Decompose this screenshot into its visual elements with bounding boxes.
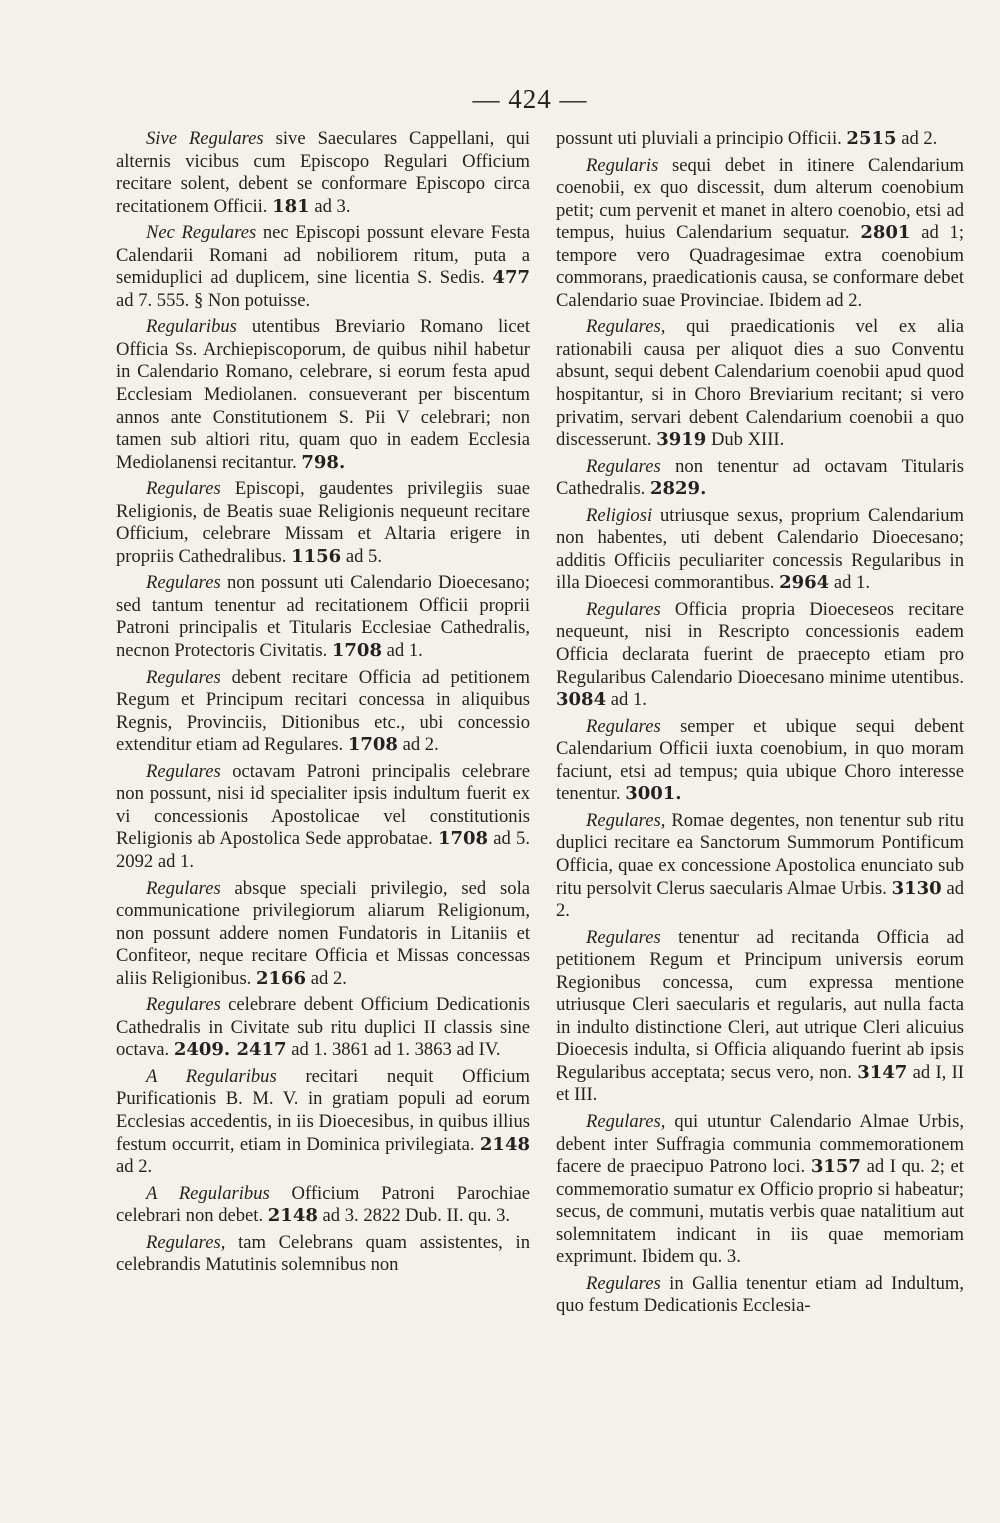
entry-headword: Regulares, [586,1110,666,1132]
reference-tail: ad 5. [345,545,382,567]
reference-tail: Dub XIII. [710,429,785,451]
reference-number: 2148 [479,1133,530,1155]
entry-headword: Nec Regulares [146,222,257,244]
entry-text: qui praedicationis vel ex alia rationabili causa per aliquot dies a suo Conventu absunt, sequi debent Calendarium coenobii apud quod hospitantur, si in Choro Breviarium recitant; si vero privatim, servari debent Calendarium coenobii a quo discesserunt. [556,316,964,451]
entry-paragraph [556,1111,964,1269]
reference-tail: ad 1. 3861 ad 1. 3863 ad IV. [291,1039,501,1061]
entry-text: tam Celebrans quam assistentes, in celebrandis Matutinis solemnibus non [116,1231,530,1276]
reference-number: 3001. [625,783,682,805]
reference-tail: ad 1. [386,640,423,662]
entry-paragraph [116,1066,530,1179]
reference-number: 1156 [291,545,342,567]
entry-headword: Regulares [586,715,661,737]
reference-tail: ad 1. [610,689,647,711]
entry-paragraph [116,478,530,568]
entry-text: Officia propria Dioeceseos recitare nequeunt, nisi in Rescripto concessionis eadem Officia declarata fuerint de praecepto etiam pro Regularibus Calendario Dioecesano minime utentibus. [556,598,964,688]
entry-text: nec Episcopi possunt elevare Festa Calendarii Romani ad nobiliorem ritum, puta a semiduplici ad duplicem, sine licentia S. Sedis. [116,222,530,289]
reference-number: 1708 [347,734,398,756]
entry-text: in Gallia tenentur etiam ad Indultum, quo festum Dedicationis Ecclesia- [556,1272,964,1317]
reference-number: 477 [492,267,530,289]
entry-paragraph [116,761,530,874]
entry-headword: Regulares [146,760,221,782]
entry-paragraph [116,572,530,662]
entry-paragraph [556,599,964,712]
reference-tail: ad 2. [901,128,938,149]
entry-paragraph [116,1183,530,1228]
entry-headword: Sive Regulares [146,128,264,149]
entry-text: non possunt uti Calendario Dioecesano; sed tantum tenentur ad recitationem Officii proprii Patroni principalis et Titularis Ecclesiae Cathedralis, necnon Protectoris Civitatis. [116,572,530,662]
entry-text: debent recitare Officia ad petitionem Regum et Principum recitari concessa in aliquibus Regnis, Provinciis, Ditionibus etc., ubi concessio extenditur etiam ad Regulares. [116,666,530,756]
reference-number: 1708 [331,640,382,662]
reference-number: 2964 [779,572,830,594]
entry-text: semper et ubique sequi debent Calendarium Officii iuxta coenobium, in quo moram faciunt, etsi ad tempus; quia ubique Choro interesse tenentur. [556,715,964,805]
entry-paragraph [556,1273,964,1318]
entry-paragraph [116,878,530,991]
reference-number: 2829. [649,478,707,500]
entry-headword: Regulares [146,572,221,594]
reference-tail: ad I, II et III. [556,1061,965,1106]
reference-tail: ad 2. [556,877,965,922]
entry-paragraph [116,222,530,312]
entry-text: Episcopi, gaudentes privilegiis suae Religionis, de Beatis suae Religionis nequeunt recitare Officium, celebrare Missam et Altaria erigere in propriis Cathedralibus. [116,478,530,567]
reference-tail: ad 3. 2822 Dub. II. qu. 3. [322,1205,511,1227]
entry-paragraph [116,128,530,218]
entry-paragraph [556,810,964,923]
entry-headword: A Regularibus [146,1065,277,1087]
reference-tail: ad I qu. 2; et commemoratio sumatur ex Officio proprio si habeatur; secus, de communi, mutatis verbis quae natalitium aut solemnitatem indicant in iis quae memoriam exprimunt. Ibidem qu. 3. [556,1156,964,1268]
reference-tail: ad 2. [310,967,347,989]
reference-number: 2166 [255,967,307,989]
reference-tail: ad 3. [314,195,351,217]
reference-number: 3147 [857,1061,908,1083]
entry-headword: A Regularibus [146,1182,270,1204]
reference-number: 3084 [556,689,607,711]
reference-tail: ad 7. 555. § Non potuisse. [116,289,311,311]
page-number: — 424 — [472,84,588,114]
reference-number: 798. [301,451,346,473]
entry-headword: Regulares, [586,809,666,831]
reference-number: 3130 [891,877,942,899]
entry-headword: Regulares [586,1272,661,1294]
left-column [116,128,530,1281]
entry-headword: Regulares [586,455,661,477]
entry-paragraph [556,505,964,595]
entry-text: non tenentur ad octavam Titularis Cathedralis. [556,455,964,500]
entry-headword: Regulares [146,666,221,688]
entry-headword: Regulares, [586,316,666,338]
entry-text: sive Saeculares Cappellani, qui alternis vicibus cum Episcopo Regulari Officium recitare solent, debent se conformare Episcopo circa recitationem Officii. [116,128,530,217]
entry-paragraph [116,316,530,474]
reference-number: 181 [272,195,310,217]
entry-paragraph [556,316,964,451]
entry-headword: Regulares [586,598,661,620]
entry-headword: Regularis [586,154,659,176]
entry-paragraph [556,128,964,151]
entry-paragraph [556,155,964,313]
reference-number: 2409. 2417 [173,1039,287,1061]
entry-text: Officium Patroni Parochiae celebrari non debet. [116,1182,530,1227]
entry-headword: Regulares [586,926,661,948]
right-column [556,128,964,1322]
entry-text: celebrare debent Officium Dedicationis Cathedralis in Civitate sub ritu duplici II classis sine octava. [116,994,530,1061]
reference-number: 2148 [267,1205,318,1227]
entry-headword: Regulares [146,478,221,500]
entry-text: tenentur ad recitanda Officia ad petitionem Regum et Principum universis eorum Regionibus concessa, cum expressa mentione utriusque Cleri saecularis et regularis, aut nulla facta in indulto distinctione Cleri, aut utrique Cleri alicuius Dioecesis indulta, si Officia aliquando fuerint ab ipsis Regularibus acceptata; secus vero, non. [556,926,964,1083]
entry-text: octavam Patroni principalis celebrare non possunt, nisi id specialiter ipsis indultum fuerit ex vi concessionis Apostolicae vel constitutionis Religionis ab Apostolica Sede approbatae. [116,760,530,850]
entry-text: possunt uti pluviali a principio Officii. [556,128,842,149]
entry-paragraph [556,456,964,501]
reference-number: 2515 [846,128,897,149]
entry-text: utriusque sexus, proprium Calendarium non habentes, uti debent Calendario Dioecesano; additis Officiis peculiariter concessis Regularibus in illa Dioecesi commorantibus. [556,504,964,594]
entry-text: Romae degentes, non tenentur sub ritu duplici recitare ea Sanctorum Summorum Pontificum Officia, quae ex concessione Apostolica enunciato sub ritu persolvit Clerus saecularis Almae Urbis. [556,809,964,899]
entry-paragraph [556,927,964,1107]
reference-number: 2801 [860,222,911,244]
entry-text: sequi debet in itinere Calendarium coenobii, ex quo discessit, dum alterum coenobium petit; cum pervenit et manet in altero coenobio, etsi ad tempus, huius Calendarium sequatur. [556,154,964,244]
reference-tail: ad 2. [116,1156,153,1178]
reference-tail: ad 5. 2092 ad 1. [116,828,530,872]
entry-text: utentibus Breviario Romano licet Officia Ss. Archiepiscoporum, de quibus nihil habetur in Calendario Romano, celebrare, si eorum festa apud Ecclesiam Mediolanen. consueverant per biscentum annos ante Constitutionem S. Pii V celebrari; non tamen sub altiori ritu, quam quo in eadem Ecclesia Mediolanensi recitantur. [116,316,530,473]
entry-headword: Religiosi [586,504,653,526]
reference-number: 3919 [656,429,707,451]
entry-headword: Regulares, [146,1231,226,1253]
entry-headword: Regulares [146,994,221,1016]
entry-text: absque speciali privilegio, sed sola communicatione privilegiorum aliarum Religionum, non possunt addere nomen Fundatoris in Litaniis et Confiteor, neque recitare Officia et Missas concessas aliis Religionibus. [116,877,530,989]
entry-paragraph [116,667,530,757]
reference-tail: ad 2. [402,734,439,756]
entry-headword: Regularibus [146,316,237,338]
entry-paragraph [556,716,964,806]
entry-paragraph [116,994,530,1062]
entry-headword: Regulares [146,877,221,899]
reference-number: 1708 [437,828,489,850]
reference-tail: ad 1. [833,572,871,594]
entry-text: recitari nequit Officium Purificationis B. M. V. in gratiam populi ad eorum Ecclesias accedentis, in iis Dioecesibus, in quibus illius festum occurrit, etiam in Dominica privilegiata. [116,1065,530,1155]
reference-tail: ad 1; tempore vero Quadragesimae extra coenobium commorans, praedicationis causa, se conformare debet Calendario suae Provinciae. Ibidem ad 2. [556,222,964,311]
entry-paragraph [116,1232,530,1277]
entry-text: qui utuntur Calendario Almae Urbis, debent inter Suffragia communia commemorationem facere de praecipuo Patrono loci. [556,1110,964,1178]
reference-number: 3157 [810,1156,861,1178]
